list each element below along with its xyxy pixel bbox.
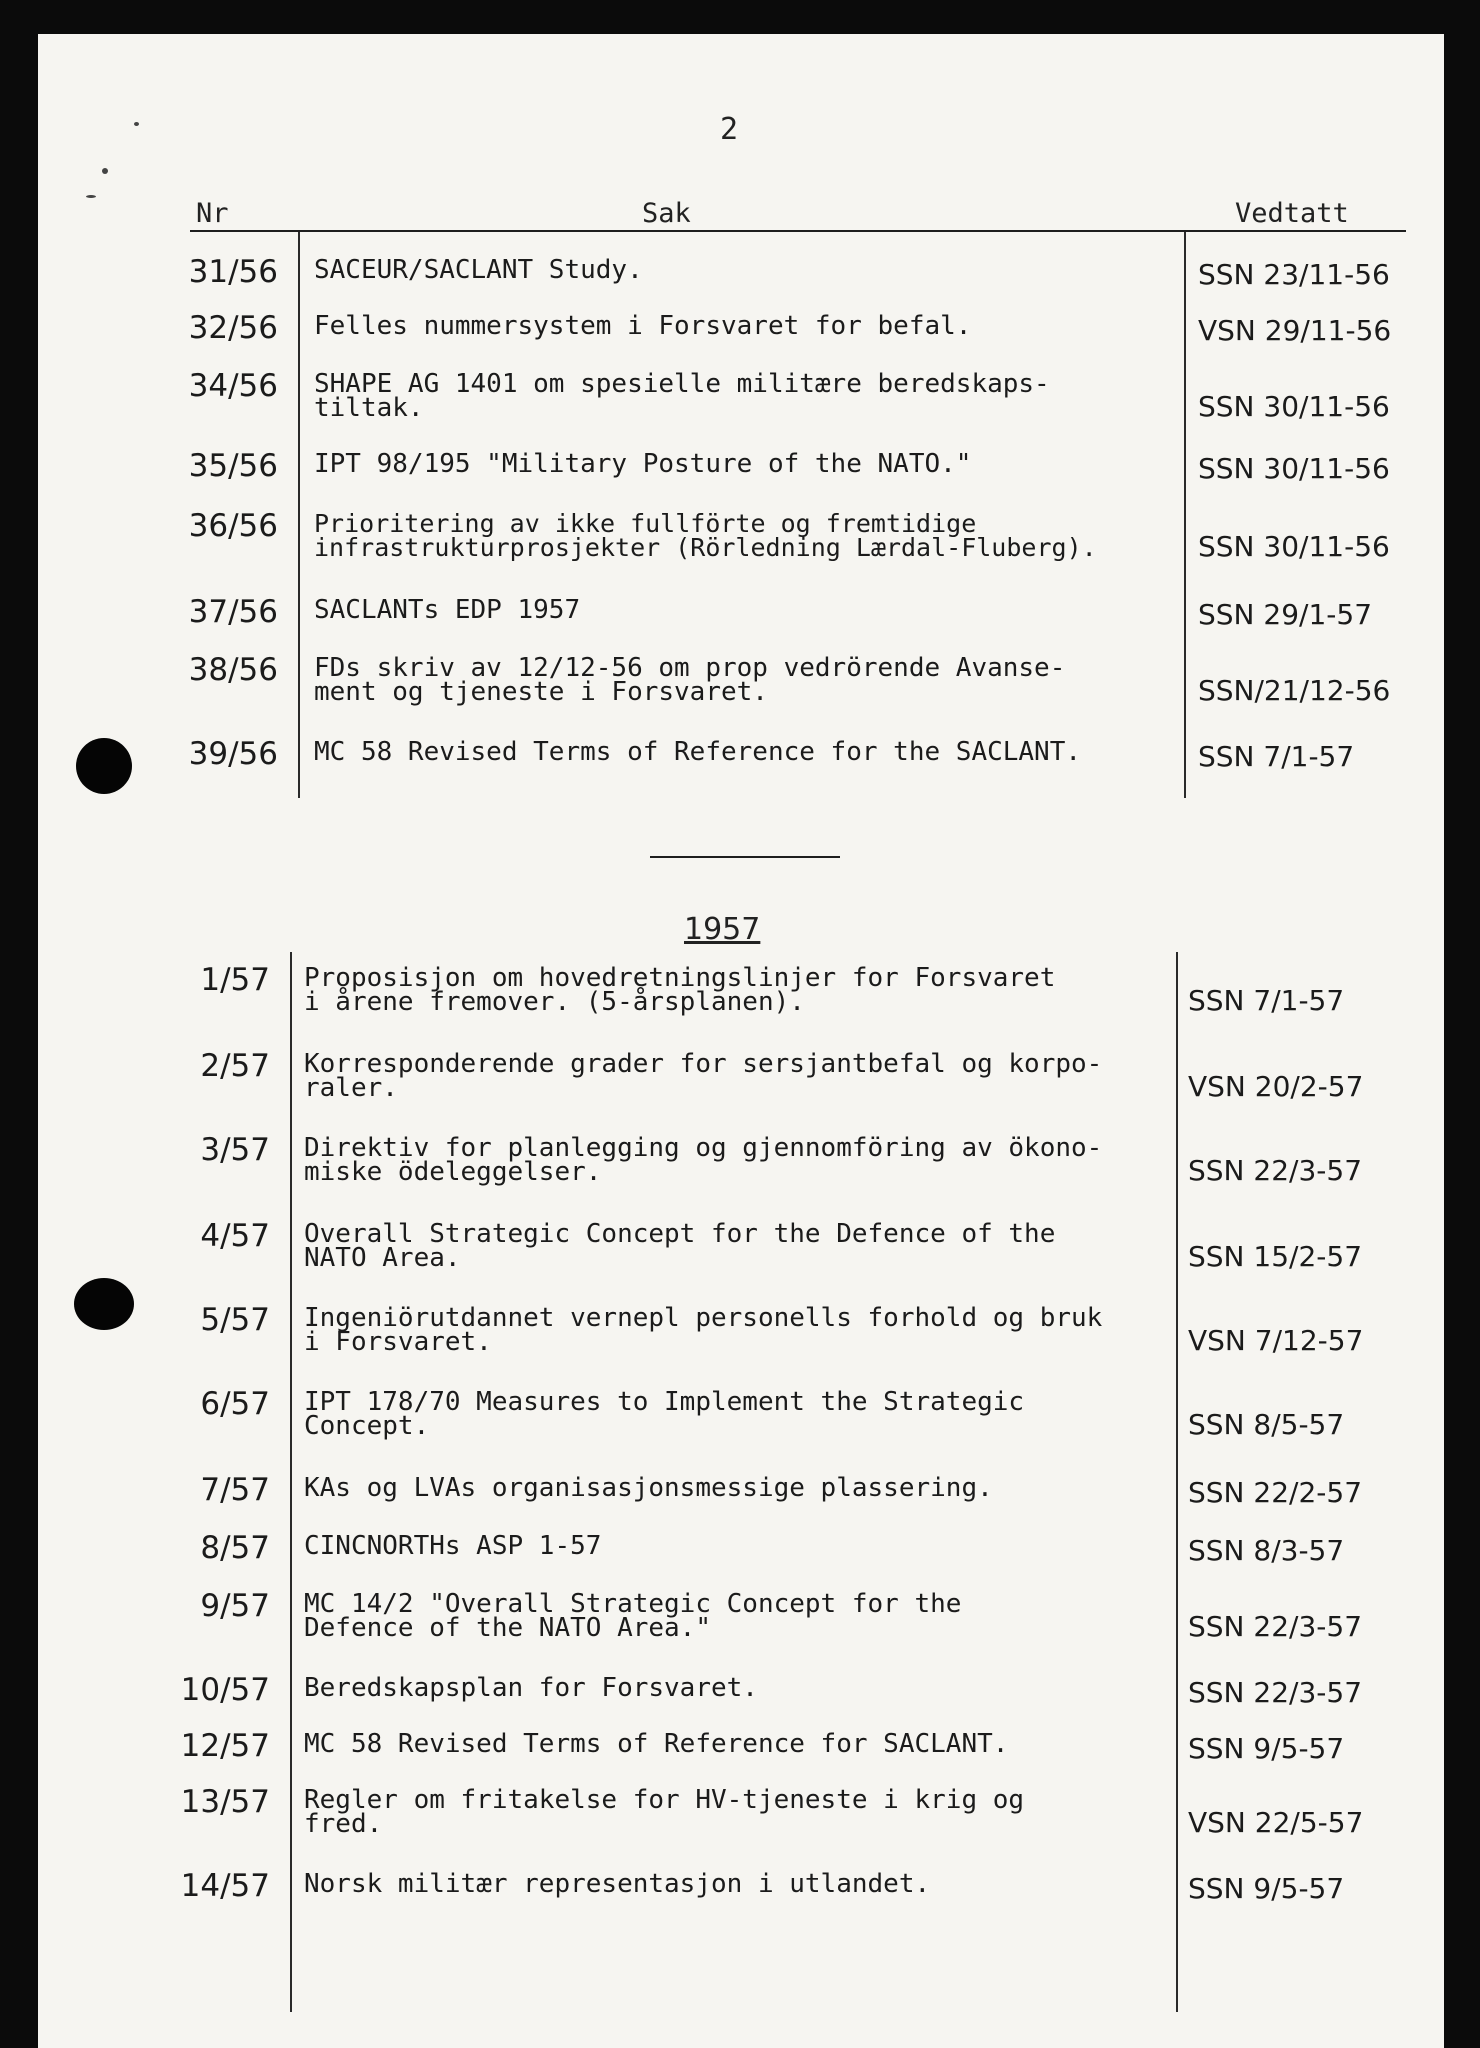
entry-number: 31/56 [188, 254, 278, 290]
entry-decision: SSN 9/5-57 [1188, 1872, 1345, 1905]
entry-number: 8/57 [200, 1530, 270, 1566]
entry-number: 14/57 [180, 1868, 270, 1904]
entry-decision: SSN 8/5-57 [1188, 1408, 1345, 1441]
entry-decision: VSN 7/12-57 [1188, 1324, 1364, 1357]
entry-number: 7/57 [200, 1472, 270, 1508]
entry-number: 36/56 [188, 508, 278, 544]
entry-number: 3/57 [200, 1132, 270, 1168]
page-number: 2 [720, 112, 739, 147]
entry-decision: SSN 22/3-57 [1188, 1154, 1363, 1187]
year-heading: 1957 [684, 912, 761, 947]
entry-decision: SSN 30/11-56 [1198, 452, 1390, 485]
entry-decision: SSN 9/5-57 [1188, 1732, 1345, 1765]
entry-number: 35/56 [188, 448, 278, 484]
entry-decision: SSN 7/1-57 [1188, 984, 1345, 1017]
entry-decision: SSN 23/11-56 [1198, 258, 1390, 291]
scan-speck [134, 122, 139, 126]
entry-subject: CINCNORTHs ASP 1-57 [304, 1531, 602, 1561]
entry-number: 39/56 [188, 736, 278, 772]
entry-decision: SSN 29/1-57 [1198, 598, 1373, 631]
entry-subject: MC 58 Revised Terms of Reference for the SACLANT. [314, 737, 1082, 767]
entry-subject: Norsk militær representasjon i utlandet. [304, 1869, 931, 1899]
entry-decision: VSN 29/11-56 [1198, 314, 1392, 347]
entry-decision: SSN 8/3-57 [1188, 1534, 1345, 1567]
entry-number: 32/56 [188, 310, 278, 346]
entry-subject: MC 14/2 "Overall Strategic Concept for the Defence of the NATO Area." [304, 1589, 962, 1643]
entry-number: 5/57 [200, 1302, 270, 1338]
header-vedtatt: Vedtatt [1235, 198, 1349, 229]
header-nr: Nr [196, 198, 229, 229]
entry-subject: Overall Strategic Concept for the Defence of the NATO Area. [304, 1219, 1056, 1273]
column-divider-left [290, 952, 292, 2012]
entry-decision: VSN 22/5-57 [1188, 1806, 1364, 1839]
entry-number: 1/57 [200, 962, 270, 998]
entry-decision: SSN 22/3-57 [1188, 1610, 1363, 1643]
scan-speck [86, 195, 96, 198]
column-divider-left [298, 232, 300, 798]
entry-subject: Prioritering av ikke fullförte og fremtidige infrastrukturprosjekter (Rörledning Lærdal-Fluberg). [314, 509, 1097, 562]
entry-decision: SSN 7/1-57 [1198, 740, 1355, 773]
entry-subject: Proposisjon om hovedretningslinjer for Forsvaret i årene fremover. (5-årsplanen). [304, 963, 1056, 1017]
entry-number: 38/56 [188, 652, 278, 688]
entry-decision: SSN 22/3-57 [1188, 1676, 1363, 1709]
punch-hole-bottom [74, 1278, 134, 1330]
entry-number: 37/56 [188, 594, 278, 630]
entry-subject: Ingeniörutdannet vernepl personells forhold og bruk i Forsvaret. [304, 1303, 1103, 1357]
entry-subject: Felles nummersystem i Forsvaret for befal. [314, 311, 972, 341]
section-divider [650, 856, 840, 858]
entry-decision: SSN 30/11-56 [1198, 530, 1390, 563]
entry-subject: SACLANTs EDP 1957 [314, 595, 581, 625]
entry-number: 4/57 [200, 1218, 270, 1254]
entry-number: 6/57 [200, 1386, 270, 1422]
entry-subject: Regler om fritakelse for HV-tjeneste i krig og fred. [304, 1785, 1025, 1839]
entry-number: 2/57 [200, 1048, 270, 1084]
entry-decision: SSN 30/11-56 [1198, 390, 1390, 423]
entry-decision: SSN/21/12-56 [1198, 674, 1391, 707]
header-sak: Sak [642, 198, 691, 229]
entry-subject: SACEUR/SACLANT Study. [314, 255, 643, 285]
entry-subject: SHAPE AG 1401 om spesielle militære beredskaps- tiltak. [314, 369, 1050, 423]
entry-number: 10/57 [180, 1672, 270, 1708]
entry-subject: Beredskapsplan for Forsvaret. [304, 1673, 758, 1703]
entry-subject: Korresponderende grader for sersjantbefal og korpo- raler. [304, 1049, 1103, 1103]
entry-subject: KAs og LVAs organisasjonsmessige plassering. [304, 1473, 993, 1503]
punch-hole-top [76, 738, 132, 794]
entry-decision: VSN 20/2-57 [1188, 1070, 1364, 1103]
entry-subject: IPT 98/195 "Military Posture of the NATO." [314, 449, 972, 479]
column-divider-right [1184, 232, 1186, 798]
entry-decision: SSN 22/2-57 [1188, 1476, 1363, 1509]
scan-speck [102, 168, 108, 174]
entry-subject: Direktiv for planlegging og gjennomföring av ökono- miske ödeleggelser. [304, 1133, 1103, 1187]
entry-number: 13/57 [180, 1784, 270, 1820]
entry-number: 9/57 [200, 1588, 270, 1624]
entry-subject: MC 58 Revised Terms of Reference for SACLANT. [304, 1729, 1009, 1759]
header-rule [190, 230, 1406, 232]
entry-number: 34/56 [188, 368, 278, 404]
column-divider-right [1176, 952, 1178, 2012]
entry-number: 12/57 [180, 1728, 270, 1764]
entry-subject: FDs skriv av 12/12-56 om prop vedrörende Avanse- ment og tjeneste i Forsvaret. [314, 653, 1066, 707]
entry-decision: SSN 15/2-57 [1188, 1240, 1363, 1273]
entry-subject: IPT 178/70 Measures to Implement the Strategic Concept. [304, 1387, 1025, 1441]
